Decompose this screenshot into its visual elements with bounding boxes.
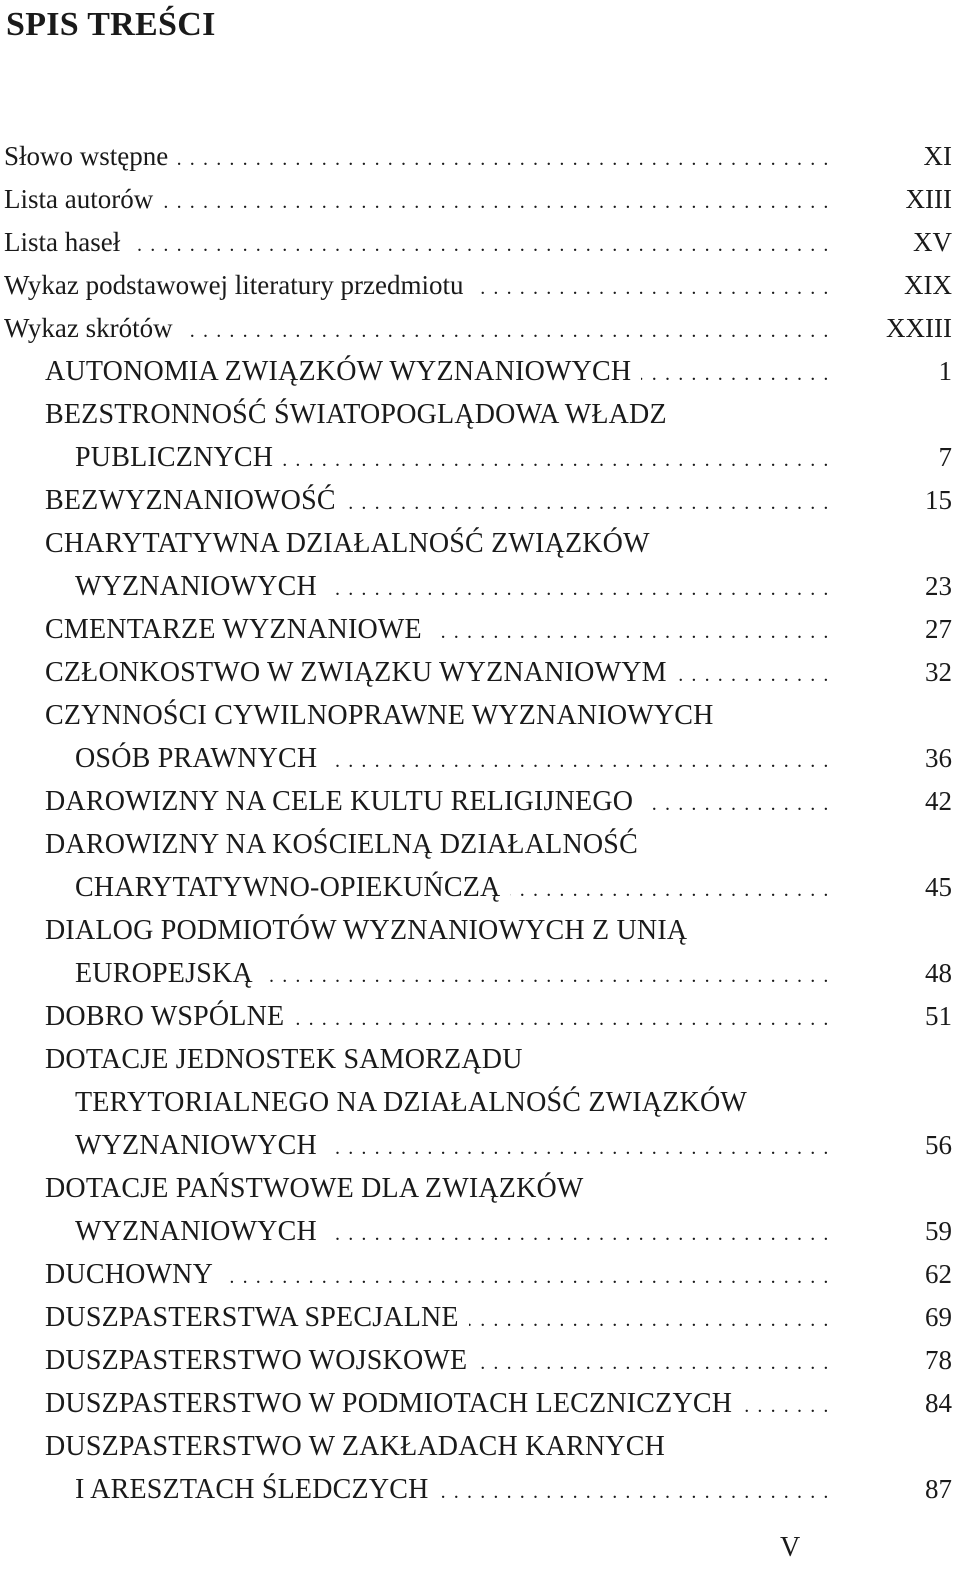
toc-page-number: 51 (925, 1001, 952, 1031)
toc-entry-title: Słowo wstępne (4, 141, 169, 171)
toc-entry-line (0, 522, 960, 565)
toc-entry-title: BEZSTRONNOŚĆ ŚWIATOPOGLĄDOWA WŁADZ (45, 399, 667, 430)
dot-leader (327, 737, 830, 780)
toc-entry-line (0, 909, 960, 952)
toc-entry-line (0, 1296, 960, 1339)
toc-entry-title: TERYTORIALNEGO NA DZIAŁALNOŚĆ ZWIĄZKÓW (75, 1087, 747, 1118)
toc-entry-title: BEZWYZNANIOWOŚĆ (45, 485, 336, 516)
toc-entry-line (0, 393, 960, 436)
toc-entry-title: Lista haseł (4, 227, 121, 257)
toc-entry-line (0, 952, 960, 995)
toc-page-number: XIX (904, 270, 952, 300)
dot-leader (432, 608, 830, 651)
toc-entry-title: AUTONOMIA ZWIĄZKÓW WYZNANIOWYCH (45, 356, 632, 387)
toc-entry-title: CZYNNOŚCI CYWILNOPRAWNE WYZNANIOWYCH (45, 700, 714, 731)
toc-entry-title: WYZNANIOWYCH (75, 571, 317, 602)
toc-entry-line (0, 1038, 960, 1081)
toc-page-number: XIII (905, 184, 952, 214)
toc-entry-line (0, 1339, 960, 1382)
dot-leader (643, 780, 830, 823)
toc-entry-title: DAROWIZNY NA KOŚCIELNĄ DZIAŁALNOŚĆ (45, 829, 638, 860)
dot-leader (263, 952, 830, 995)
dot-leader (469, 1296, 830, 1339)
toc-page-number: 69 (925, 1302, 952, 1332)
toc-entry-line (0, 1210, 960, 1253)
toc-entry-line (0, 565, 960, 608)
toc-page-number: 32 (925, 657, 952, 687)
toc-entry-line (0, 178, 960, 221)
dot-leader (677, 651, 830, 694)
toc-page-number: 7 (938, 442, 952, 472)
toc-page-number: XXIII (886, 313, 952, 343)
toc-entry-line (0, 479, 960, 522)
toc-entry-line (0, 866, 960, 909)
dot-leader (346, 479, 830, 522)
toc-entry-title: Lista autorów (4, 184, 154, 214)
toc-entry-line (0, 1081, 960, 1124)
toc-entry-title: DUCHOWNY (45, 1259, 214, 1290)
toc-entry-line (0, 1167, 960, 1210)
toc-entry-title: DAROWIZNY NA CELE KULTU RELIGIJNEGO (45, 786, 634, 817)
dot-leader (294, 995, 830, 1038)
toc-entry-title: DOTACJE PAŃSTWOWE DLA ZWIĄZKÓW (45, 1173, 584, 1204)
dot-leader (327, 1210, 830, 1253)
toc-entry-line (0, 1382, 960, 1425)
toc-entry-title: CHARYTATYWNA DZIAŁALNOŚĆ ZWIĄZKÓW (45, 528, 650, 559)
dot-leader (178, 135, 830, 178)
toc-entry-line (0, 651, 960, 694)
dot-leader (130, 221, 830, 264)
toc-entry-line (0, 264, 960, 307)
toc-entry-title: EUROPEJSKĄ (75, 958, 253, 989)
dot-leader (641, 350, 830, 393)
page-number: V (780, 1532, 801, 1563)
toc-entry-line (0, 608, 960, 651)
dot-leader (183, 307, 830, 350)
toc-page-number: XV (913, 227, 952, 257)
toc-page-number: 59 (925, 1216, 952, 1246)
page-title: SPIS TREŚCI (6, 6, 216, 43)
toc-entry-line (0, 995, 960, 1038)
toc-entry-title: CMENTARZE WYZNANIOWE (45, 614, 422, 645)
toc-entry-line (0, 307, 960, 350)
dot-leader (439, 1468, 830, 1511)
dot-leader (510, 866, 830, 909)
toc-entry-title: PUBLICZNYCH (75, 442, 274, 473)
toc-entry-line (0, 221, 960, 264)
toc-page-number: 23 (925, 571, 952, 601)
toc-entry-title: WYZNANIOWYCH (75, 1130, 317, 1161)
toc-entry-line (0, 737, 960, 780)
dot-leader (742, 1382, 830, 1425)
table-of-contents (0, 135, 960, 1511)
toc-entry-title: DUSZPASTERSTWO W ZAKŁADACH KARNYCH (45, 1431, 665, 1462)
toc-page-number: 27 (925, 614, 952, 644)
toc-entry-line (0, 135, 960, 178)
toc-page-number: XI (923, 141, 952, 171)
toc-page-number: 62 (925, 1259, 952, 1289)
dot-leader (327, 1124, 830, 1167)
toc-entry-title: CZŁONKOSTWO W ZWIĄZKU WYZNANIOWYM (45, 657, 667, 688)
dot-leader (163, 178, 830, 221)
toc-page-number: 87 (925, 1474, 952, 1504)
toc-page-number: 84 (925, 1388, 952, 1418)
toc-page-number: 56 (925, 1130, 952, 1160)
toc-entry-line (0, 780, 960, 823)
toc-entry-title: CHARYTATYWNO-OPIEKUŃCZĄ (75, 872, 501, 903)
dot-leader (327, 565, 830, 608)
toc-page-number: 15 (925, 485, 952, 515)
toc-entry-line (0, 823, 960, 866)
toc-entry-line (0, 436, 960, 479)
toc-page-number: 45 (925, 872, 952, 902)
dot-leader (477, 1339, 830, 1382)
dot-leader (473, 264, 830, 307)
toc-entry-title: Wykaz skrótów (4, 313, 173, 343)
toc-entry-title: DUSZPASTERSTWA SPECJALNE (45, 1302, 459, 1333)
toc-entry-title: DOTACJE JEDNOSTEK SAMORZĄDU (45, 1044, 523, 1075)
toc-page-number: 42 (925, 786, 952, 816)
toc-entry-title: OSÓB PRAWNYCH (75, 743, 318, 774)
toc-page-number: 36 (925, 743, 952, 773)
toc-entry-line (0, 694, 960, 737)
dot-leader (283, 436, 830, 479)
toc-page-number: 78 (925, 1345, 952, 1375)
toc-entry-title: I ARESZTACH ŚLEDCZYCH (75, 1474, 429, 1505)
toc-entry-line (0, 1253, 960, 1296)
toc-entry-title: DUSZPASTERSTWO W PODMIOTACH LECZNICZYCH (45, 1388, 733, 1419)
toc-entry-title: DUSZPASTERSTWO WOJSKOWE (45, 1345, 468, 1376)
toc-entry-line (0, 1468, 960, 1511)
toc-entry-title: DIALOG PODMIOTÓW WYZNANIOWYCH Z UNIĄ (45, 915, 688, 946)
toc-entry-title: Wykaz podstawowej literatury przedmiotu (4, 270, 464, 300)
dot-leader (223, 1253, 830, 1296)
toc-entry-title: WYZNANIOWYCH (75, 1216, 317, 1247)
toc-entry-line (0, 1425, 960, 1468)
toc-page-number: 48 (925, 958, 952, 988)
toc-entry-line (0, 1124, 960, 1167)
toc-page-number: 1 (938, 356, 952, 386)
toc-entry-line (0, 350, 960, 393)
toc-entry-title: DOBRO WSPÓLNE (45, 1001, 285, 1032)
